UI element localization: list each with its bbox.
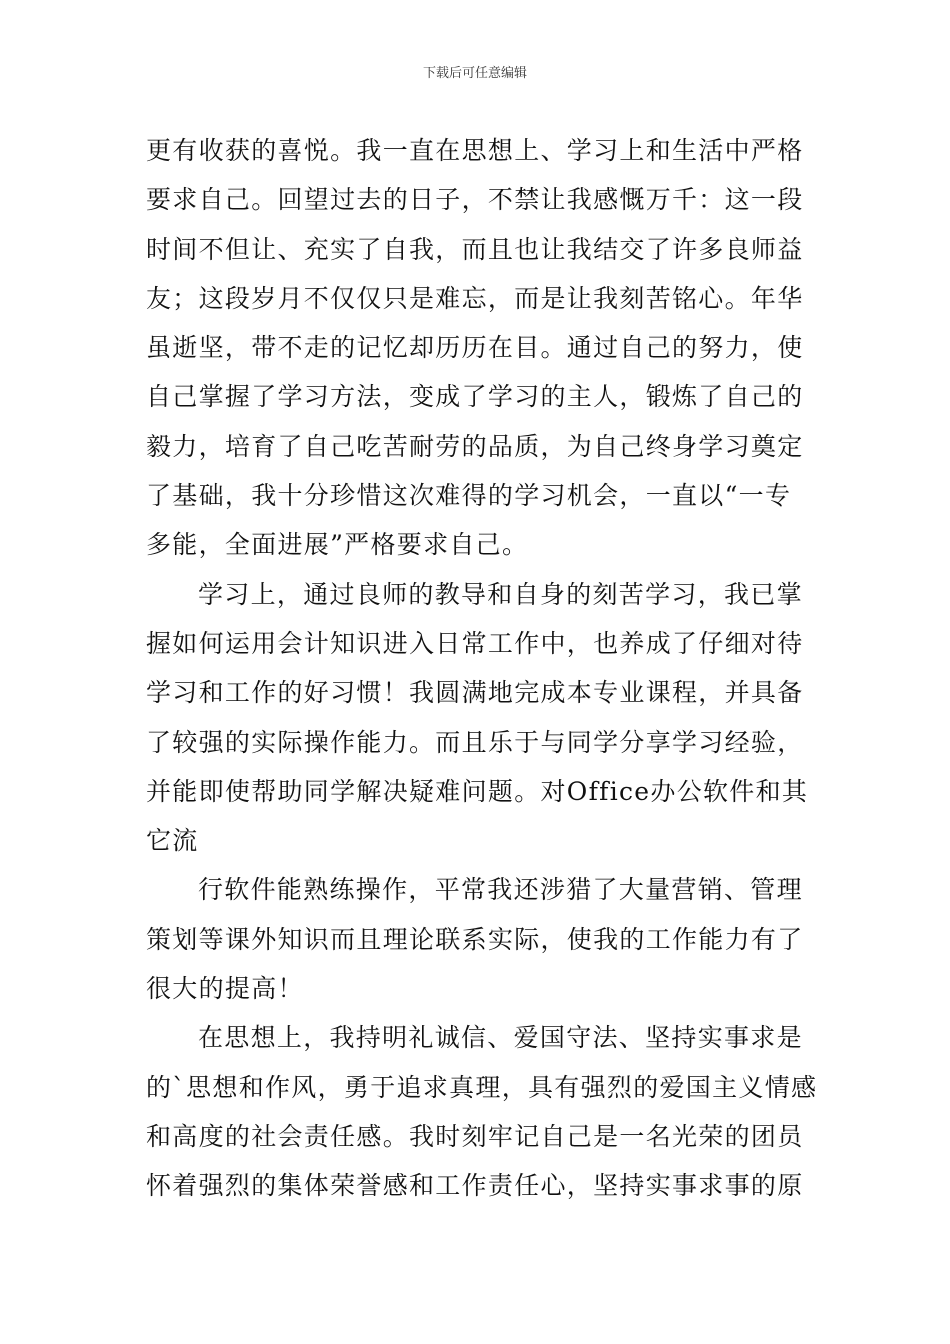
text-line: 怀着强烈的集体荣誉感和工作责任心，坚持实事求事的原 bbox=[146, 1171, 804, 1201]
text-line: 在思想上，我持明礼诚信、爱国守法、坚持实事求是 bbox=[198, 1023, 803, 1053]
text-line: 虽逝坚，带不走的记忆却历历在目。通过自己的努力，使 bbox=[146, 333, 804, 363]
text-line: 它流 bbox=[146, 826, 199, 856]
text-line: 了较强的实际操作能力。而且乐于与同学分享学习经验， bbox=[146, 727, 804, 757]
paragraph bbox=[146, 865, 811, 1013]
text-line: 很大的提高！ bbox=[146, 974, 304, 1004]
text-line: 学习上，通过良师的教导和自身的刻苦学习，我已掌 bbox=[198, 579, 803, 609]
paragraph bbox=[146, 570, 811, 866]
text-line: 多能，全面进展”严格要求自己。 bbox=[146, 530, 529, 560]
text-line: 时间不但让、充实了自我，而且也让我结交了许多良师益 bbox=[146, 234, 804, 264]
text-line: 和高度的社会责任感。我时刻牢记自己是一名光荣的团员 bbox=[146, 1121, 804, 1151]
page-header: 下载后可任意编辑 bbox=[422, 66, 527, 81]
text-line: 友；这段岁月不仅仅只是难忘，而是让我刻苦铭心。年华 bbox=[146, 283, 804, 313]
text-line: 的`思想和作风，勇于追求真理，具有强烈的爱国主义情感 bbox=[146, 1072, 818, 1102]
text-line: 要求自己。回望过去的日子，不禁让我感慨万千：这一段 bbox=[146, 185, 804, 215]
text-line: 毅力，培育了自己吃苦耐劳的品质，为自己终身学习奠定 bbox=[146, 431, 804, 461]
text-line: 学习和工作的好习惯！我圆满地完成本专业课程，并具备 bbox=[146, 678, 804, 708]
text-line: 更有收获的喜悦。我一直在思想上、学习上和生活中严格 bbox=[146, 136, 804, 165]
text-line: 握如何运用会计知识进入日常工作中，也养成了仔细对待 bbox=[146, 628, 804, 658]
paragraph bbox=[146, 126, 811, 570]
text-line: 了基础，我十分珍惜这次难得的学习机会，一直以“一专 bbox=[146, 481, 792, 511]
text-line: 行软件能熟练操作，平常我还涉猎了大量营销、管理 bbox=[198, 875, 803, 905]
text-line: 策划等课外知识而且理论联系实际，使我的工作能力有了 bbox=[146, 924, 804, 954]
text-line: 自己掌握了学习方法，变成了学习的主人，锻炼了自己的 bbox=[146, 382, 804, 412]
text-line: 并能即使帮助同学解决疑难问题。对Office办公软件和其 bbox=[146, 776, 809, 806]
paragraph bbox=[146, 1013, 818, 1210]
document-body bbox=[146, 126, 818, 1211]
